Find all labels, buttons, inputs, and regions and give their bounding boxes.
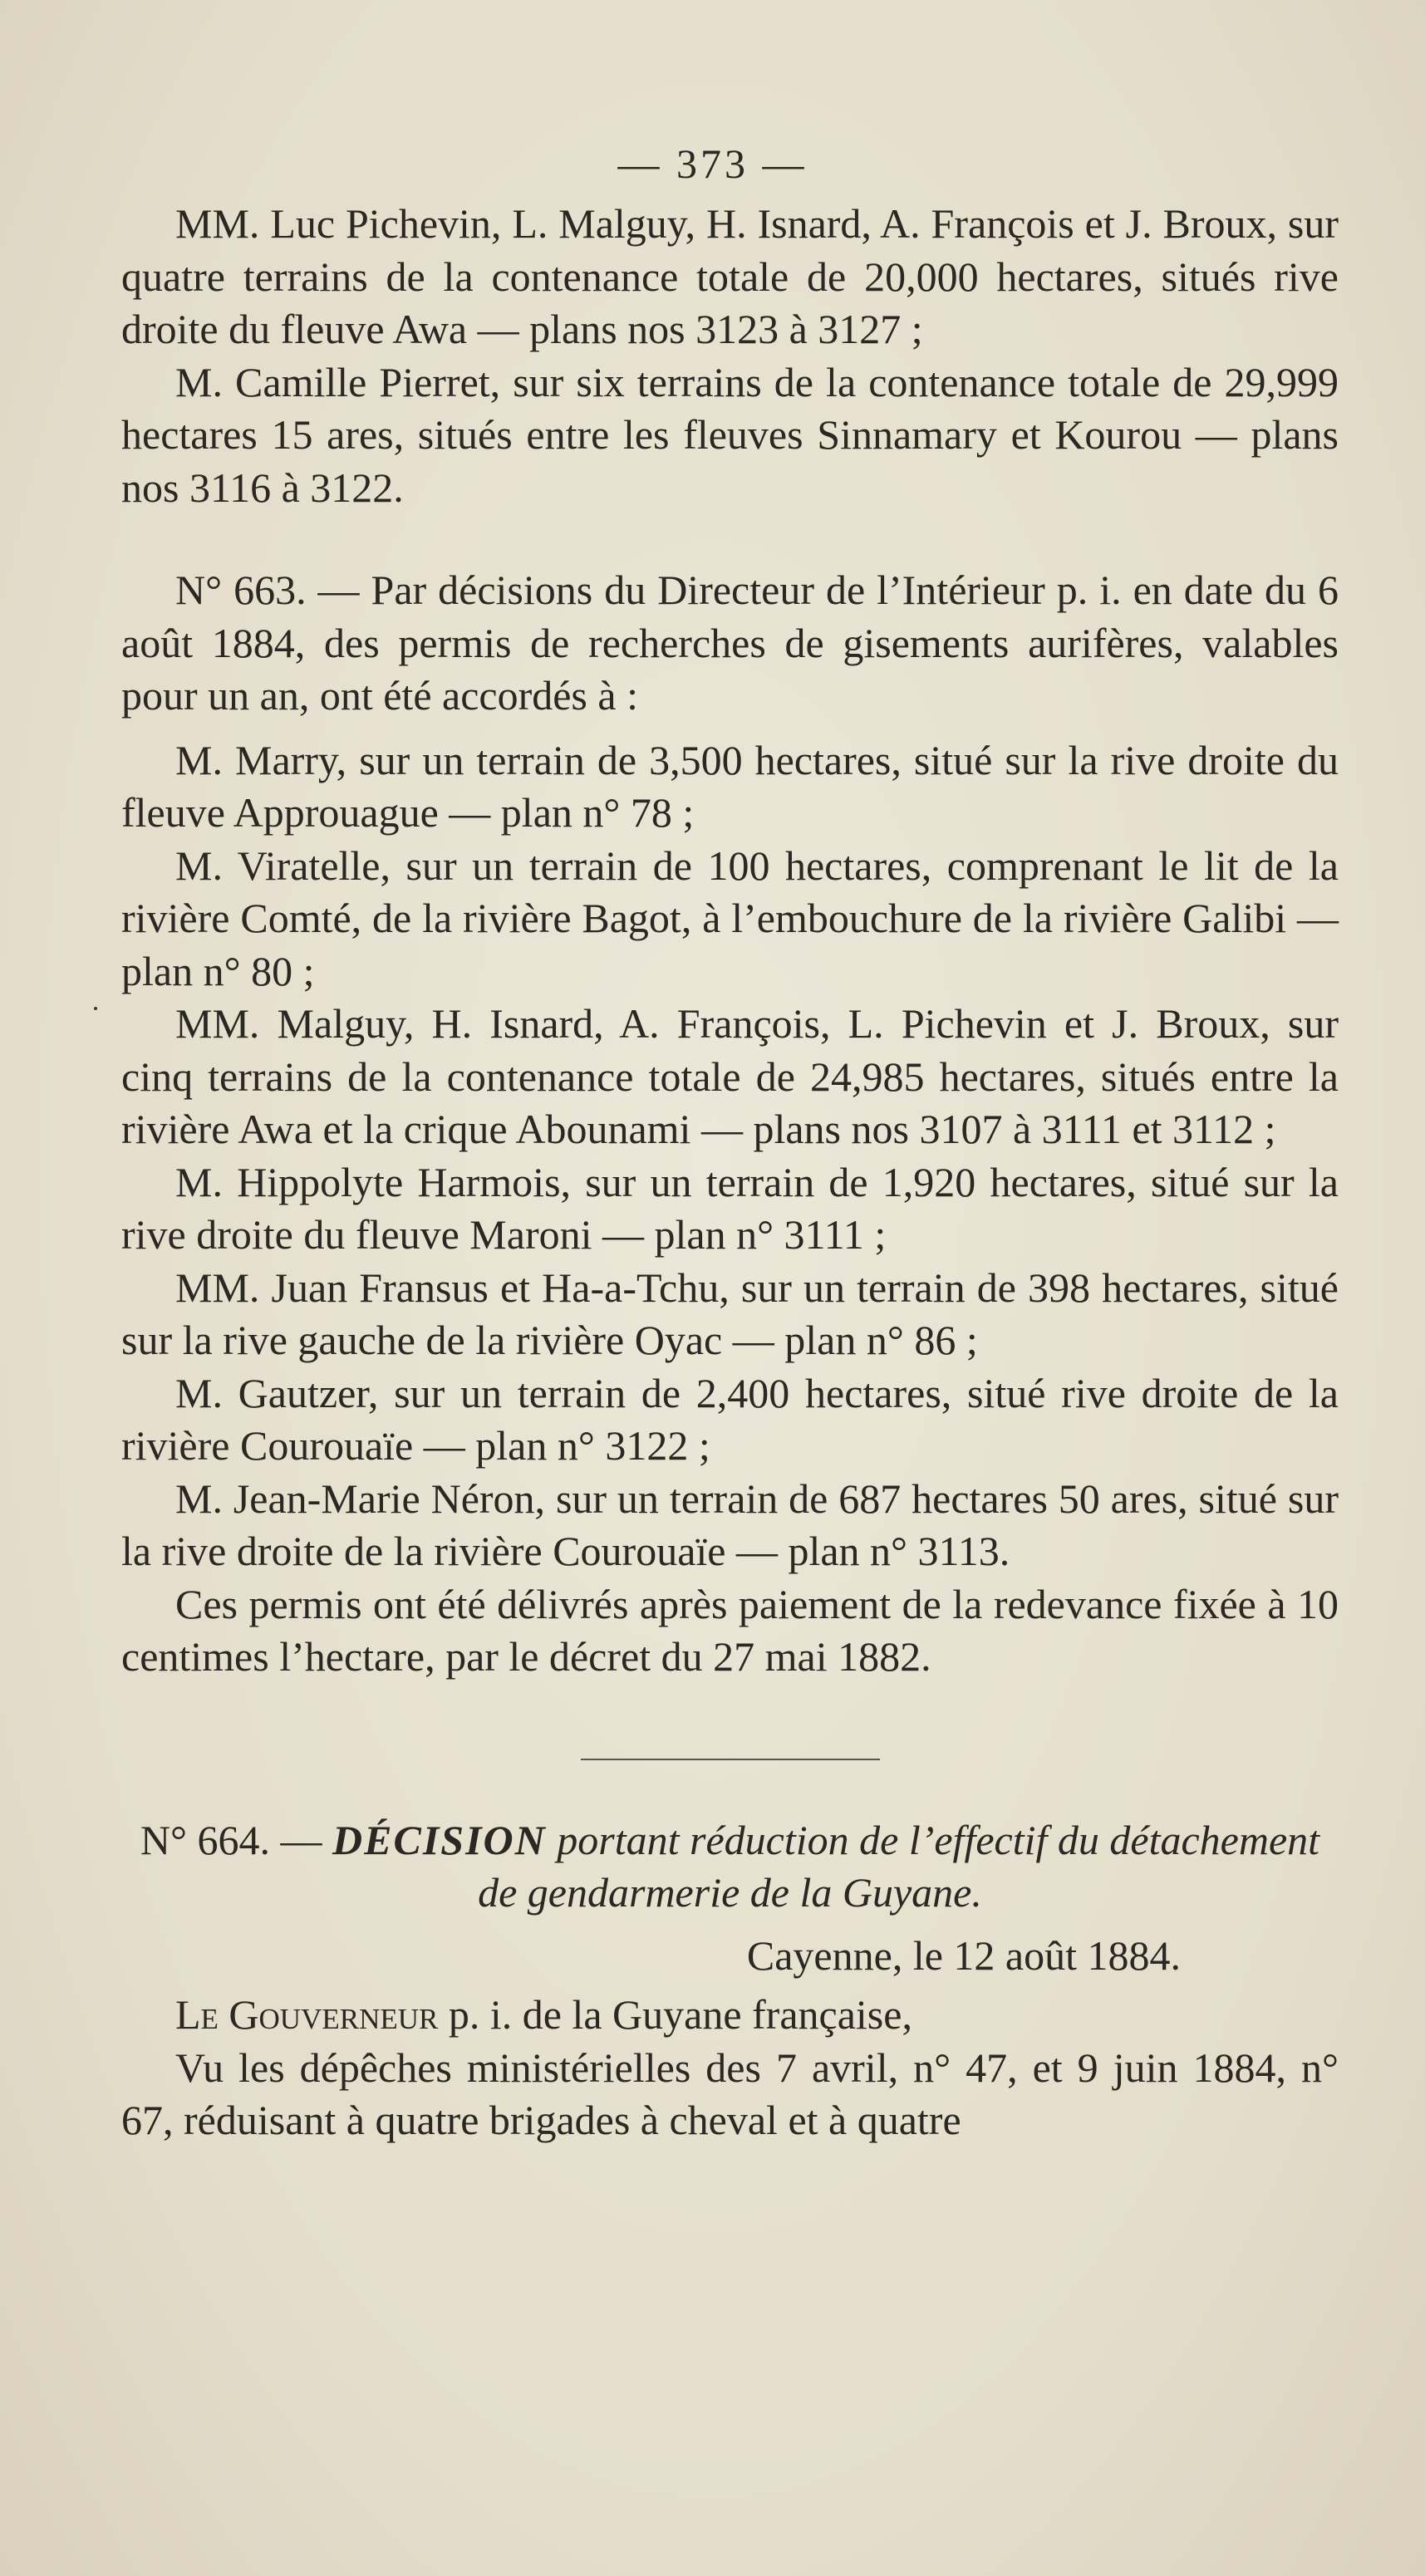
issuer-line <box>121 1989 1339 2042</box>
paragraph-pierret: M. Camille Pierret, sur six terrains de la contenance totale de 29,999 hectares 15 ares, situés entre les fleuves Sinnamary et Kourou — plans nos 3116 à 3122. <box>121 358 1339 511</box>
grant-harmois: M. Hippolyte Harmois, sur un terrain de 1,920 hectares, situé sur la rive droite du fleuve Maroni — plan n° 3111 ; <box>121 1158 1339 1258</box>
grant-viratelle: M. Viratelle, sur un terrain de 100 hectares, comprenant le lit de la rivière Comté, de la rivière Bagot, à l’embouchure de la rivière Galibi — plan n° 80 ; <box>121 841 1339 994</box>
decision-664-title-rest: portant réduction de l’effectif du détachement de gendarmerie de la Guyane. <box>478 1816 1320 1916</box>
decision-664-number: N° 664. — <box>140 1816 322 1863</box>
decision-664-keyword: DÉCISION <box>332 1816 547 1863</box>
document-body <box>121 198 1339 2147</box>
decision-663: N° 663. — Par décisions du Directeur de l’Intérieur p. i. en date du 6 août 1884, des permis de recherches de gisements aurifères, valables pour un an, ont été accordés à : <box>121 567 1339 719</box>
place-date: Cayenne, le 12 août 1884. <box>746 1931 1181 1979</box>
page-number: — 373 — <box>617 140 808 187</box>
margin-mark <box>94 1007 97 1010</box>
grant-marry: M. Marry, sur un terrain de 3,500 hectares, situé sur la rive droite du fleuve Approuague — plan n° 78 ; <box>121 736 1339 836</box>
decision-664-text: Vu les dépêches ministérielles des 7 avril, n° 47, et 9 juin 1884, n° 67, réduisant à quatre brigades à cheval et à quatre <box>121 2044 1339 2143</box>
decision-664-title <box>121 1814 1339 1920</box>
paragraph-pichevin: MM. Luc Pichevin, L. Malguy, H. Isnard, A. François et J. Broux, sur quatre terrains de la contenance totale de 20,000 hectares, situés rive droite du fleuve Awa — plans nos 3123 à 3127 ; <box>121 200 1339 352</box>
grant-malguy: MM. Malguy, H. Isnard, A. François, L. Pichevin et J. Broux, sur cinq terrains de la contenance totale de 24,985 hectares, situés entre la rivière Awa et la crique Abounami — plans nos 3107 à 3111 et 3112 ; <box>121 1000 1339 1152</box>
grant-neron: M. Jean-Marie Néron, sur un terrain de 687 hectares 50 ares, situé sur la rive droite de la rivière Courouaïe — plan n° 3113. <box>121 1474 1339 1574</box>
grant-fransus: MM. Juan Fransus et Ha-a-Tchu, sur un terrain de 398 hectares, situé sur la rive gauche de la rivière Oyac — plan n° 86 ; <box>121 1263 1339 1363</box>
issuer-rest: p. i. de la Guyane française, <box>448 1991 912 2038</box>
grant-gautzer: M. Gautzer, sur un terrain de 2,400 hectares, situé rive droite de la rivière Courouaïe — plan n° 3122 ; <box>121 1369 1339 1469</box>
permits-note: Ces permis ont été délivrés après paiement de la redevance fixée à 10 centimes l’hectare, par le décret du 27 mai 1882. <box>121 1580 1339 1680</box>
section-divider <box>581 1759 880 1760</box>
issuer-title: Le Gouverneur <box>175 1991 439 2038</box>
